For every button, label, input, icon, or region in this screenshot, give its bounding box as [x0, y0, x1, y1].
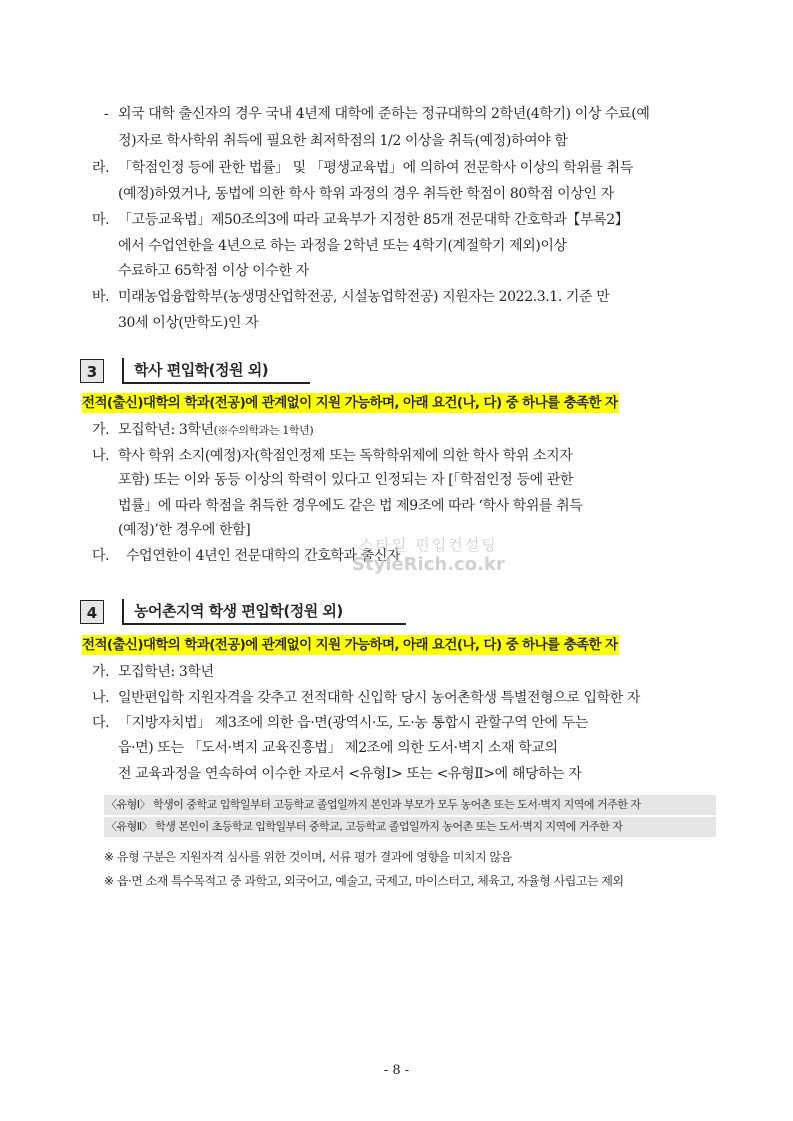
bullet: 가.: [92, 422, 110, 438]
bullet: -: [104, 106, 109, 122]
line-text: 모집학년: 3학년: [118, 664, 214, 680]
line-text: 일반편입학 지원자격을 갖추고 전적대학 신입학 당시 농어촌학생 특별전형으로 입학한 자: [118, 690, 641, 706]
bullet: 다.: [92, 548, 110, 564]
line-text: 「지방자치법」 제3조에 의한 읍·면(광역시·도, 도·농 통합시 관할구역 안에 두는: [118, 715, 588, 731]
section-4-title: 농어촌지역 학생 편입학(정원 외): [122, 599, 406, 625]
line-text: 「학점인정 등에 관한 법률」 및 「평생교육법」에 의하여 전문학사 이상의 학위를 취득: [118, 160, 633, 176]
section-3-highlight: 전적(출신)대학의 학과(전공)에 관계없이 지원 가능하며, 아래 요건(나, 다) 중 하나를 충족한 자: [82, 395, 618, 411]
line-text: 에서 수업연한을 4년으로 하는 과정을 2학년 또는 4학기(계절학기 제외)이상: [118, 238, 567, 254]
note-2: ※ 읍·면 소재 특수목적고 중 과학고, 외국어고, 예술고, 국제고, 마이스터고, 체육고, 자율형 사립고는 제외: [104, 874, 624, 888]
line-text: (예정)하였거나, 동법에 의한 학사 학위 과정의 경우 취득한 학점이 80학점 이상인 자: [118, 186, 614, 202]
line-text: 학사 학위 소지(예정)자(학점인정제 또는 독학학위제에 의한 학사 학위 소지자: [118, 448, 573, 464]
line-text: 미래농업융합학부(농생명산업학전공, 시설농업학전공) 지원자는 2022.3.1. 기준 만: [118, 289, 610, 305]
section-4-number: 4: [80, 600, 104, 624]
line-text: 포함) 또는 이와 동등 이상의 학력이 있다고 인정되는 자 [「학점인정 등에 관한: [118, 472, 573, 488]
line-text: [118, 420, 313, 441]
note-1: ※ 유형 구분은 지원자격 심사를 위한 것이며, 서류 평가 결과에 영향을 미치지 않음: [104, 850, 512, 864]
line-text: 30세 이상(만학도)인 자: [118, 315, 259, 331]
line-text: 읍·면) 또는 「도서·벽지 교육진흥법」 제2조에 의한 도서·벽지 소재 학교의: [118, 740, 558, 756]
bullet: 다.: [92, 715, 110, 731]
line-text: 수업연한이 4년인 전문대학의 간호학과 출신자: [126, 548, 401, 564]
watermark-line-2: StyleRich.co.kr: [352, 554, 505, 575]
line-text: 정)자로 학사학위 취득에 필요한 최저학점의 1/2 이상을 취득(예정)하여야 함: [118, 133, 568, 149]
bullet: 라.: [92, 160, 110, 176]
line-main-text: 모집학년: 3학년: [118, 422, 214, 438]
page-number: - 8 -: [383, 1063, 410, 1078]
bullet: 나.: [92, 448, 110, 464]
watermark-line-1: 스타일 편입컨설팅: [359, 536, 498, 554]
type-2-row: 〈유형Ⅱ〉 학생 본인이 초등학교 입학일부터 중학교, 고등학교 졸업일까지 농어촌 또는 도서·벽지 지역에 거주한 자: [104, 817, 716, 837]
line-small-text: (※수의학과는 1학년): [213, 424, 314, 437]
section-3-title: 학사 편입학(정원 외): [122, 358, 310, 384]
line-text: 외국 대학 출신자의 경우 국내 4년제 대학에 준하는 정규대학의 2학년(4학기) 이상 수료(예: [118, 106, 650, 122]
type-1-row: 〈유형Ⅰ〉 학생이 중학교 입학일부터 고등학교 졸업일까지 본인과 부모가 모두 농어촌 또는 도서·벽지 지역에 거주한 자: [104, 795, 716, 815]
watermark: [352, 536, 505, 576]
bullet: 나.: [92, 690, 110, 706]
line-text: (예정)’한 경우에 한함]: [118, 522, 251, 538]
line-text: 법률」에 따라 학점을 취득한 경우에도 같은 법 제9조에 따라 ‘학사 학위를 취득: [118, 498, 583, 514]
bullet: 바.: [92, 289, 110, 305]
section-3-number: 3: [80, 359, 104, 383]
bullet: 마.: [92, 212, 110, 228]
line-text: 「고등교육법」제50조의3에 따라 교육부가 지정한 85개 전문대학 간호학과【부록2】: [118, 212, 629, 228]
bullet: 가.: [92, 664, 110, 680]
line-text: 수료하고 65학점 이상 이수한 자: [118, 263, 309, 279]
line-text: 전 교육과정을 연속하여 이수한 자로서 <유형Ⅰ> 또는 <유형Ⅱ>에 해당하는 자: [118, 766, 582, 782]
section-4-highlight: 전적(출신)대학의 학과(전공)에 관계없이 지원 가능하며, 아래 요건(나, 다) 중 하나를 충족한 자: [82, 637, 618, 653]
